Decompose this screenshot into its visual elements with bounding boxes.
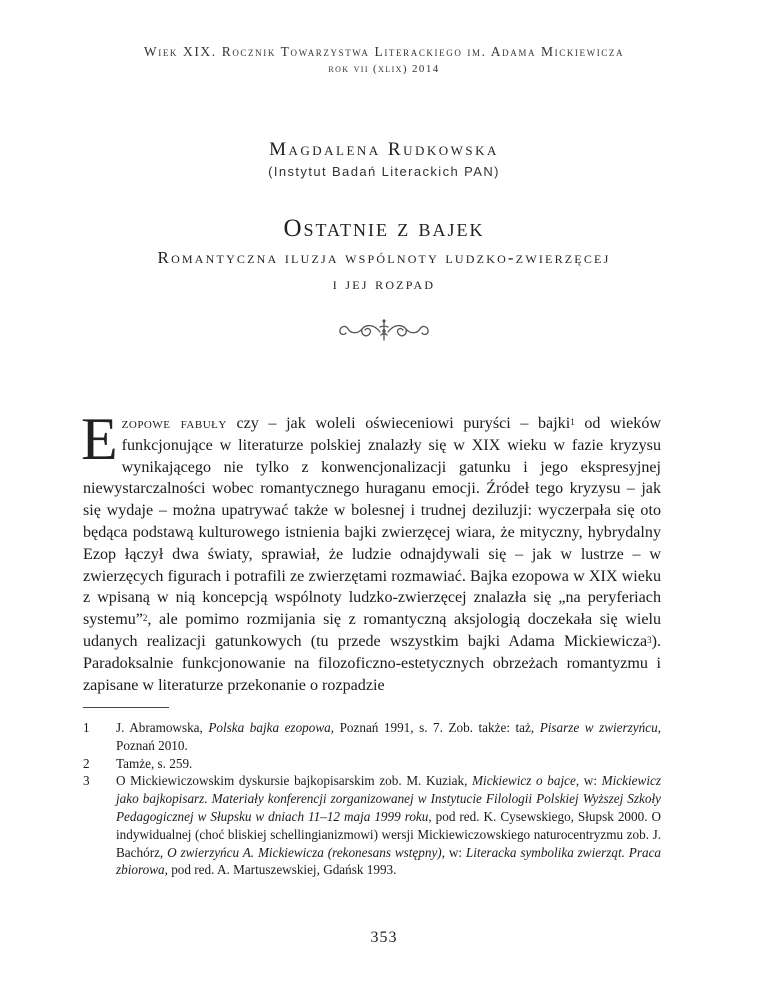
page-number: 353: [370, 929, 398, 946]
fn-text-part: J. Abramowska,: [116, 720, 209, 735]
footnote: [83, 719, 661, 755]
author-affiliation: (Instytut Badań Literackich PAN): [268, 164, 500, 179]
body-text-part: , ale pomimo rozmijania się z romantyczną aksjologią doczekała się wielu udanych realizacji gatunkowych (tu przede wszystkim bajki Adama Mickiewicza: [83, 611, 661, 650]
journal-title: Wiek XIX. Rocznik Towarzystwa Literackiego im. Adama Mickiewicza: [143, 44, 625, 59]
fn-italic-title: Mickiewicz o bajce: [472, 773, 576, 789]
fn-italic-title: Polska bajka ezopowa: [208, 720, 331, 735]
article-subtitle-line2: i jej rozpad: [332, 274, 436, 293]
running-header: [0, 44, 768, 75]
footnote-text: Tamże, s. 259.: [116, 755, 193, 771]
footnotes: [83, 719, 661, 879]
fn-italic-title: O zwierzyńcu A. Mickiewicza (rekonesans wstępny): [167, 844, 442, 860]
footnote-ref-3[interactable]: 3: [647, 634, 652, 645]
body-paragraph: [81, 406, 662, 696]
author-name: Magdalena Rudkowska: [269, 139, 499, 160]
footnote-ref-2[interactable]: 2: [142, 613, 148, 624]
fn-text-part: , pod red. K. Cysewskiego, Słupsk 2000. O indywidualnej (choć bliskiej schellingianizmowi) wersji Mickiewiczowskiego naturocentryzmu zob. J. Bachórz,: [116, 808, 661, 860]
journal-volume: rok vii (xlix) 2014: [328, 63, 440, 75]
fn-text-part: , pod red. A. Martuszewskiej, Gdańsk 1993.: [164, 862, 397, 878]
footnote-text: [116, 772, 661, 879]
lead-in-smallcaps: zopowe fabuły: [121, 415, 227, 432]
article-body: [81, 406, 662, 696]
body-text-part: czy – jak woleli oświeceniowi puryści – bajki: [226, 415, 571, 432]
footnote-number: 1: [83, 720, 90, 735]
fn-text-part: O Mickiewiczowskim dyskursie bajkopisarskim zob. M. Kuziak,: [116, 773, 473, 789]
fn-text-part: , Poznań 1991, s. 7. Zob. także: taż,: [330, 720, 540, 735]
fn-text-part: , w:: [441, 844, 466, 860]
body-text-part: od wieków funkcjonujące w literaturze polskiej znalazły się w XIX wieku w fazie kryzysu wynikającego nie tylko z konwencjonalizacji gatunku i jego ekspresyjnej niewystarczalności wobec romantycznego huraganu emocji. Źródeł tego kryzysu – jak się wydaje – można upatrywać także w bolesnej i trudnej deziluzji: wyczerpała się oto będąca podstawą kulturowego istnienia bajki zwierzęcej wiara, że mityczny, hybrydalny Ezop łączył dwa światy, sprawiał, że ludzie odnajdywali się – jak w lustrze – w zwierzęcych figurach i potrafili ze zwierzętami rozmawiać. Bajka ezopowa w XIX wieku z wpisaną w nią koncepcją wspólnoty ludzko-zwierzęcej znalazła się „na peryferiach systemu”: [83, 415, 662, 629]
footnote-number: 2: [83, 755, 90, 771]
footnote-text: [116, 719, 661, 755]
drop-cap: E: [81, 406, 118, 472]
fn-text-part: , Poznań 2010.: [116, 720, 661, 753]
article-title: Ostatnie z bajek: [283, 215, 485, 242]
author-block: [0, 139, 768, 179]
footnote-ref-1[interactable]: 1: [570, 417, 575, 427]
footnote: [83, 772, 661, 879]
footnote: [83, 755, 661, 773]
article-title-block: [0, 215, 768, 295]
footnote-separator: [83, 707, 169, 708]
fn-italic-title: Literacka symbolika zwierząt. Praca zbiorowa: [116, 844, 662, 878]
article-subtitle-line1: Romantyczna iluzja wspólnoty ludzko-zwierzęcej: [157, 248, 611, 267]
footnote-number: 3: [83, 773, 90, 789]
fn-italic-title: Mickiewicz jako bajkopisarz. Materiały konferencji zorganizowanej w Instytucie Filologii Polskiej Wyższej Szkoły Pedagogicznej w Słupsku w dniach 11–12 maja 1999 roku: [116, 773, 661, 824]
fn-italic-title: Pisarze w zwierzyńcu: [539, 720, 658, 735]
body-text-part: ). Paradoksalnie funkcjonowanie na filozoficzno-estetycznych obrzeżach romantyzmu i zapisane w literaturze przekonanie o rozpadzie: [83, 632, 661, 694]
fn-text-part: , w:: [575, 773, 602, 789]
ornament-flourish-icon: [0, 318, 768, 349]
